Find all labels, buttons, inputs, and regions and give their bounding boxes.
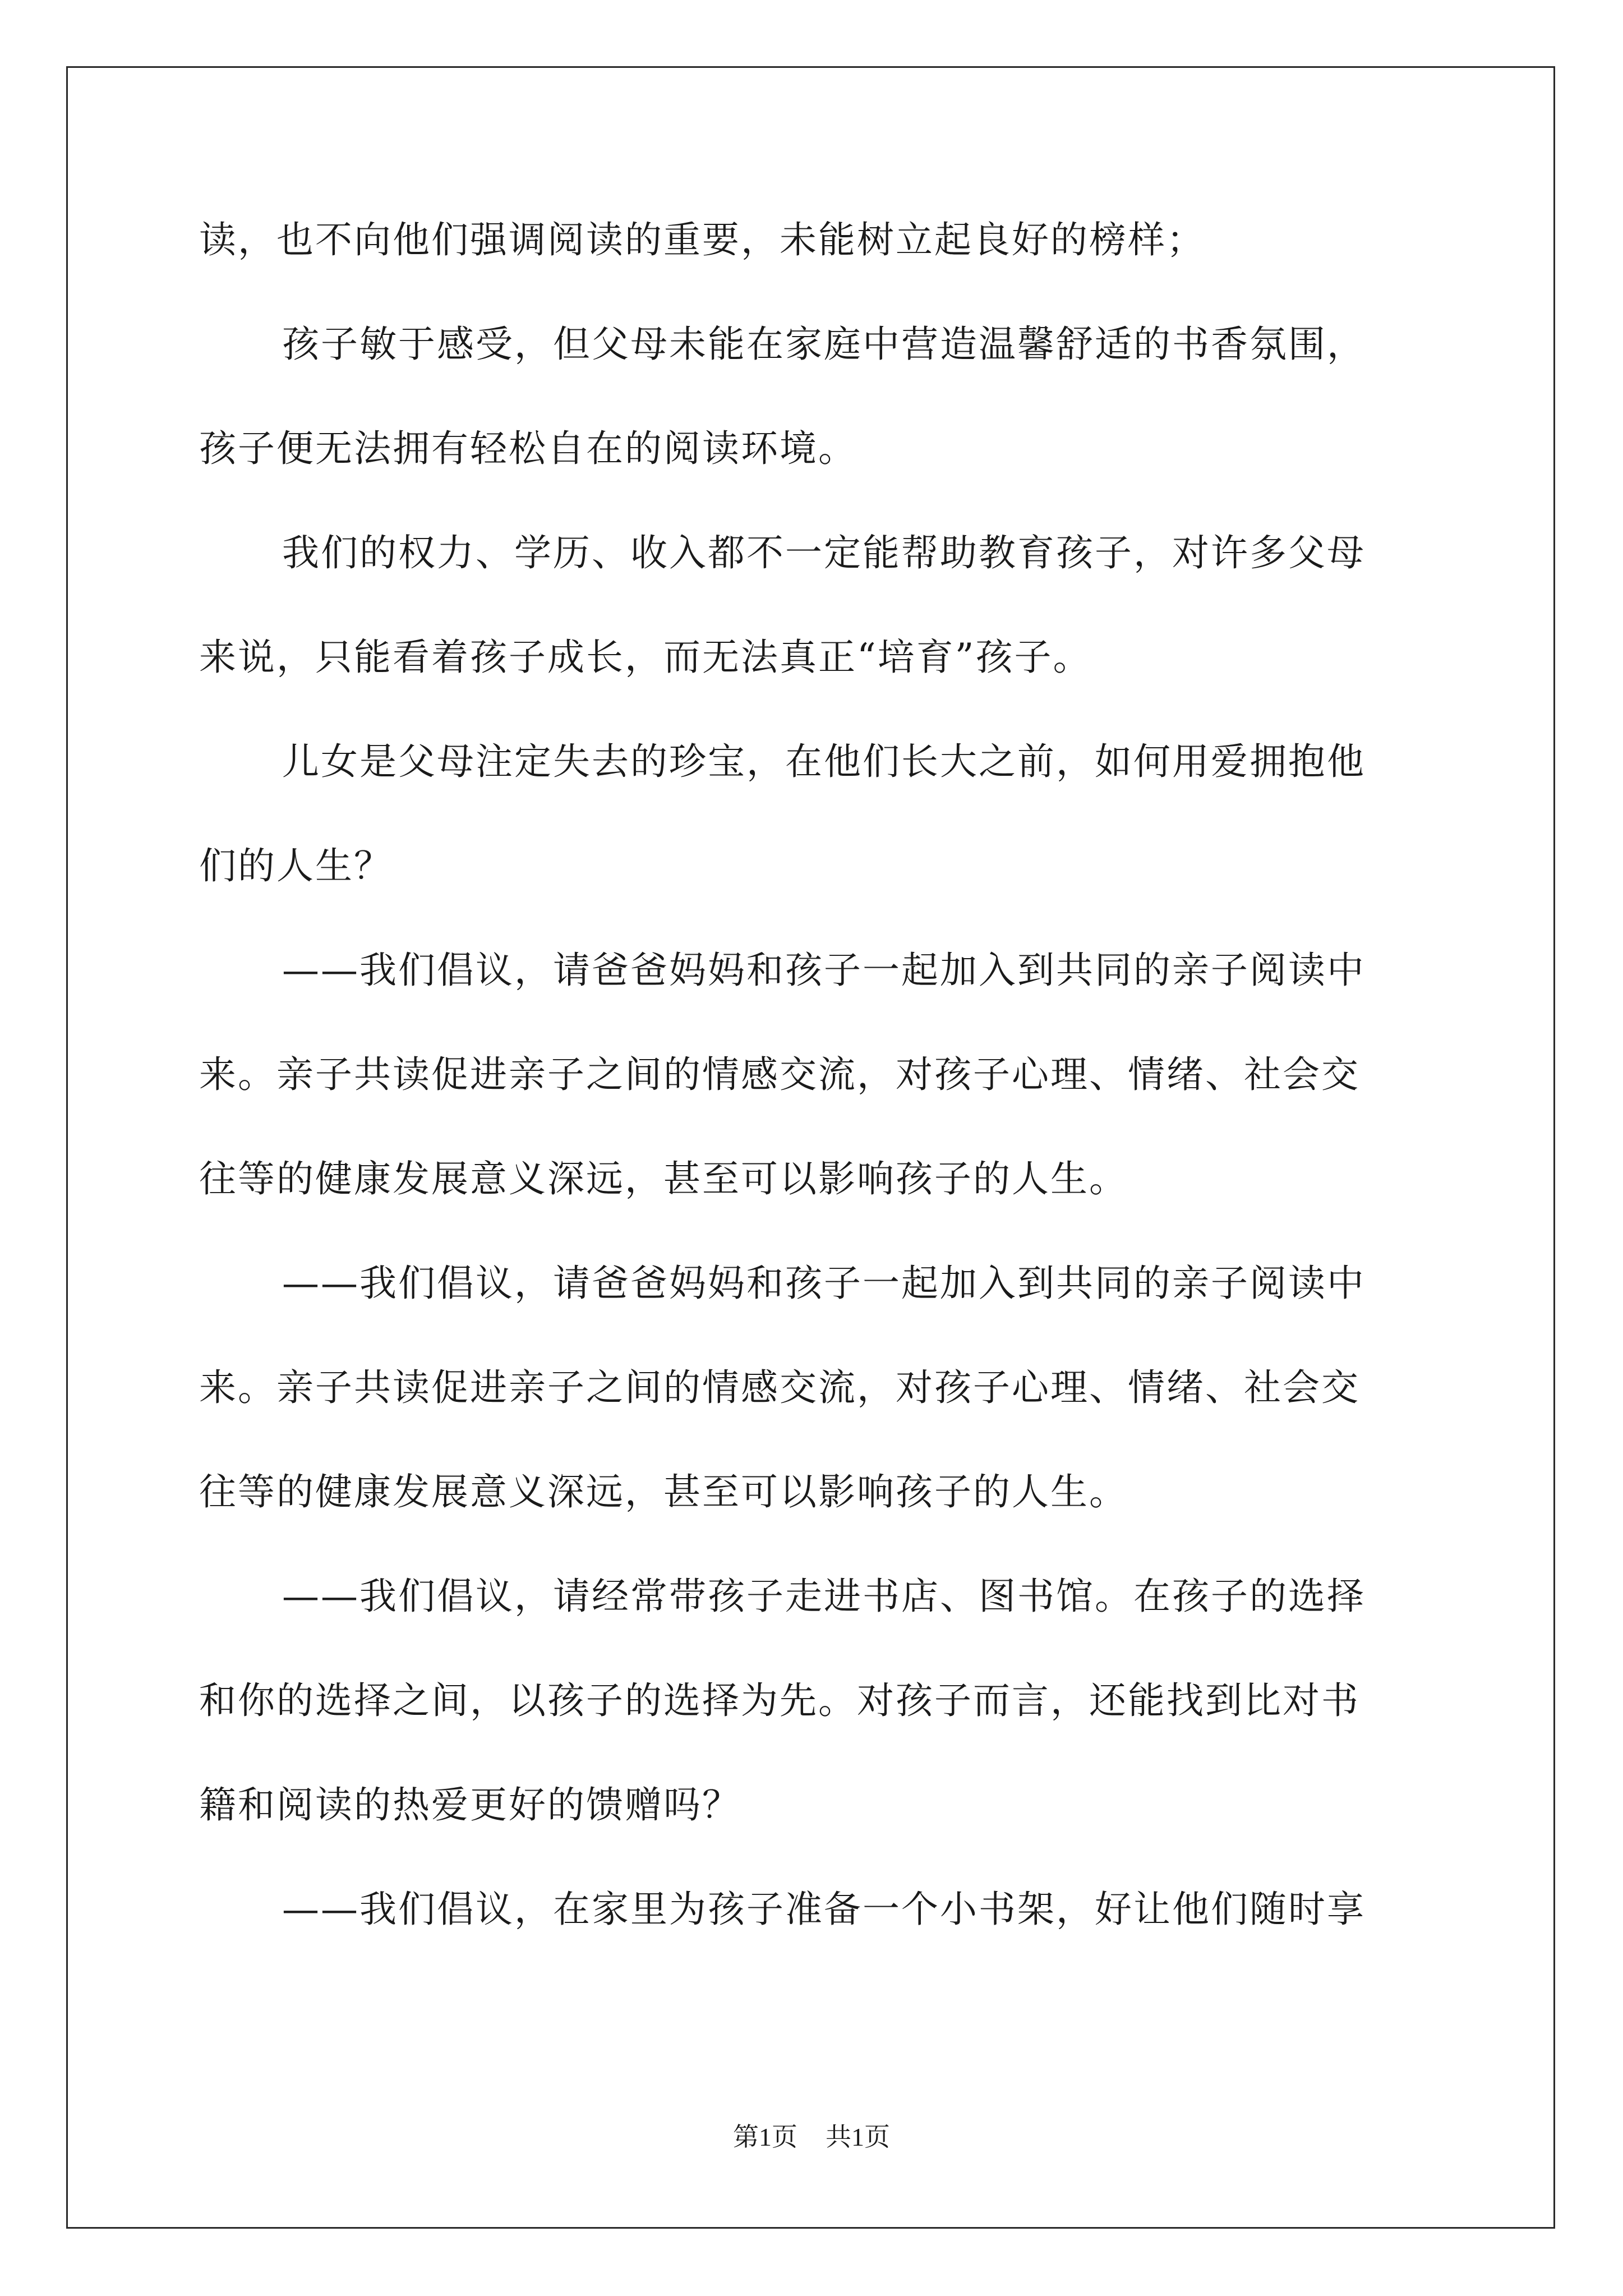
text-line: 往等的健康发展意义深远，甚至可以影响孩子的人生。	[199, 1157, 1128, 1200]
text-line: 们的人生？	[199, 844, 393, 887]
page-footer	[0, 2120, 1623, 2154]
text-line: ——我们倡议，在家里为孩子准备一个小书架，好让他们随时享	[282, 1888, 1366, 1931]
text-line: 我们的权力、学历、收入都不一定能帮助教育孩子，对许多父母	[282, 531, 1366, 574]
text-line: ——我们倡议，请经常带孩子走进书店、图书馆。在孩子的选择	[282, 1575, 1366, 1618]
text-line: 孩子便无法拥有轻松自在的阅读环境。	[199, 427, 857, 470]
text-line: 读，也不向他们强调阅读的重要，未能树立起良好的榜样；	[199, 218, 1205, 261]
text-line: 和你的选择之间，以孩子的选择为先。对孩子而言，还能找到比对书	[199, 1679, 1360, 1722]
text-line: 来。亲子共读促进亲子之间的情感交流，对孩子心理、情绪、社会交	[199, 1366, 1360, 1409]
text-line: 孩子敏于感受，但父母未能在家庭中营造温馨舒适的书香氛围，	[282, 323, 1366, 366]
text-line: 往等的健康发展意义深远，甚至可以影响孩子的人生。	[199, 1470, 1128, 1513]
text-line: 来。亲子共读促进亲子之间的情感交流，对孩子心理、情绪、社会交	[199, 1053, 1360, 1096]
text-line: 儿女是父母注定失去的珍宝，在他们长大之前，如何用爱拥抱他	[282, 740, 1366, 783]
text-line: ——我们倡议，请爸爸妈妈和孩子一起加入到共同的亲子阅读中	[282, 1262, 1366, 1305]
page-total: 共1页	[826, 2123, 890, 2151]
text-line: ——我们倡议，请爸爸妈妈和孩子一起加入到共同的亲子阅读中	[282, 949, 1366, 992]
text-line: 来说，只能看着孩子成长，而无法真正“培育”孩子。	[199, 636, 1092, 679]
page-number: 第1页	[733, 2123, 797, 2151]
text-line: 籍和阅读的热爱更好的馈赠吗？	[199, 1783, 741, 1826]
